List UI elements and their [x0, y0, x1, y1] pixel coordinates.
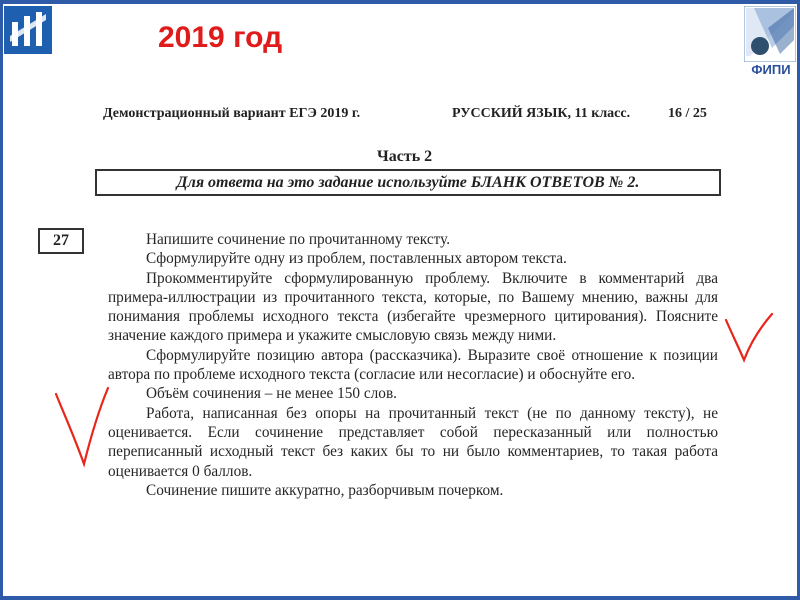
answer-instruction-box — [95, 169, 721, 196]
checkmark-icon — [722, 310, 778, 366]
answer-instruction: Для ответа на это задание используйте БЛАНК ОТВЕТОВ № 2. — [176, 173, 640, 191]
doc-header-subject: РУССКИЙ ЯЗЫК, 11 класс. — [452, 106, 631, 121]
task-paragraph: Сочинение пишите аккуратно, разборчивым почерком. — [146, 481, 504, 499]
part-title: Часть 2 — [377, 148, 433, 165]
slide-frame-left — [0, 0, 3, 600]
task-text — [108, 230, 718, 500]
slide-title: 2019 год — [158, 21, 283, 54]
slide-frame-bottom — [0, 596, 800, 600]
checkmark-icon — [52, 384, 112, 474]
institution-logo-icon — [4, 6, 52, 54]
doc-header-page: 16 / 25 — [668, 106, 707, 121]
task-paragraph: Сформулируйте позицию автора (рассказчика). Выразите своё отношение к позиции автора по проблеме исходного текста (согласие или несогласие) и обоснуйте его. — [108, 346, 718, 384]
task-paragraph: Объём сочинения – не менее 150 слов. — [146, 385, 398, 403]
task-paragraph: Работа, написанная без опоры на прочитанный текст (не по данному тексту), не оценивается. Если сочинение представляет собой пересказанный или полностью переписанный исходный текст без каких бы то ни было комментариев, то такая работа оценивается 0 баллов. — [108, 404, 718, 480]
task-paragraph: Сформулируйте одну из проблем, поставленных автором текста. — [146, 250, 567, 268]
task-paragraph: Напишите сочинение по прочитанному тексту. — [146, 231, 451, 248]
slide-frame-top — [0, 0, 800, 4]
fipi-logo-label: ФИПИ — [751, 62, 791, 77]
doc-header-title: Демонстрационный вариант ЕГЭ 2019 г. — [103, 106, 361, 121]
task-paragraph: Прокомментируйте сформулированную проблему. Включите в комментарий два примера-иллюстрации из прочитанного текста, которые, по Вашему мнению, важны для понимания проблемы исходного текста (избегайте чрезмерного цитирования). Поясните значение каждого примера и укажите смысловую связь между ними. — [108, 269, 718, 345]
task-number: 27 — [38, 228, 84, 254]
